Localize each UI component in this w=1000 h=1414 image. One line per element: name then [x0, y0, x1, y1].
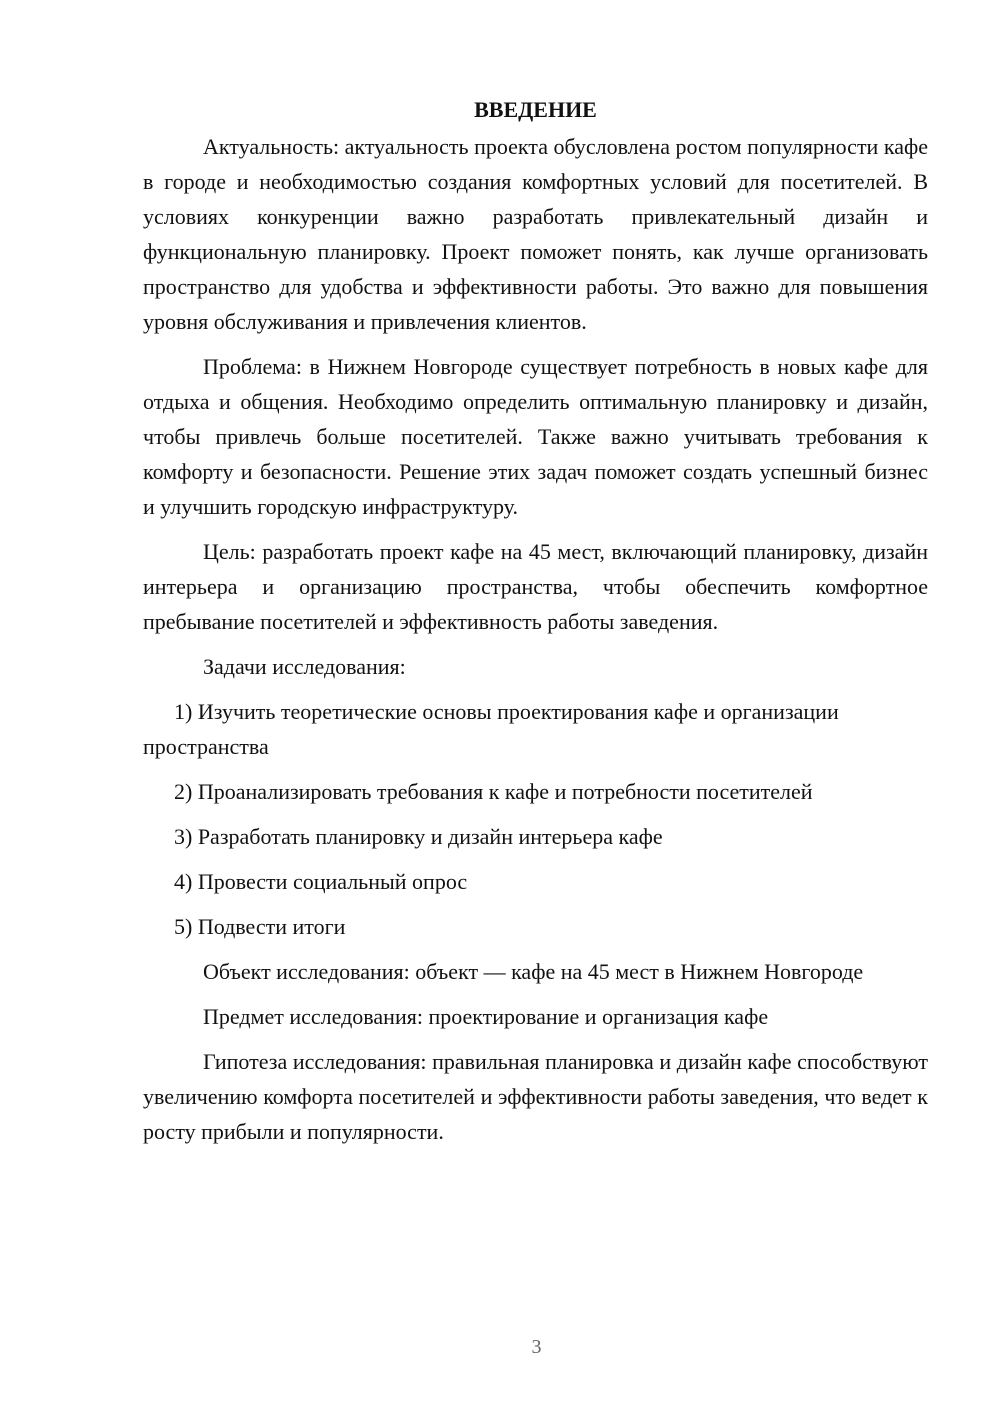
tasks-list	[143, 694, 928, 944]
paragraph-object: Объект исследования: объект — кафе на 45 мест в Нижнем Новгороде	[203, 959, 864, 984]
paragraph-subject: Предмет исследования: проектирование и организация кафе	[203, 1004, 769, 1029]
paragraph-hypothesis: Гипотеза исследования: правильная планировка и дизайн кафе способствуют увеличению комфорта посетителей и эффективности работы заведения, что ведет к росту прибыли и популярности.	[143, 1049, 928, 1144]
list-item: 2) Проанализировать требования к кафе и потребности посетителей	[174, 779, 813, 804]
paragraph-problem: Проблема: в Нижнем Новгороде существует потребность в новых кафе для отдыха и общения. Необходимо определить оптимальную планировку и дизайн, чтобы привлечь больше посетителей. Также важно учитывать требования к комфорту и безопасности. Решение этих задач поможет создать успешный бизнес и улучшить городскую инфраструктуру.	[143, 354, 928, 519]
page-title: ВВЕДЕНИЕ	[474, 97, 597, 122]
list-item: 1) Изучить теоретические основы проектирования кафе и организации пространства	[143, 699, 839, 759]
paragraph-goal: Цель: разработать проект кафе на 45 мест, включающий планировку, дизайн интерьера и организацию пространства, чтобы обеспечить комфортное пребывание посетителей и эффективность работы заведения.	[143, 539, 928, 634]
list-item: 3) Разработать планировку и дизайн интерьера кафе	[174, 824, 663, 849]
paragraph-relevance: Актуальность: актуальность проекта обусловлена ростом популярности кафе в городе и необходимостью создания комфортных условий для посетителей. В условиях конкуренции важно разработать привлекательный дизайн и функциональную планировку. Проект поможет понять, как лучше организовать пространство для удобства и эффективности работы. Это важно для повышения уровня обслуживания и привлечения клиентов.	[143, 134, 928, 334]
tasks-heading: Задачи исследования:	[203, 654, 406, 679]
document-page	[143, 92, 928, 1159]
list-item: 4) Провести социальный опрос	[174, 869, 468, 894]
list-item: 5) Подвести итоги	[174, 914, 346, 939]
page-number: 3	[531, 1336, 542, 1358]
